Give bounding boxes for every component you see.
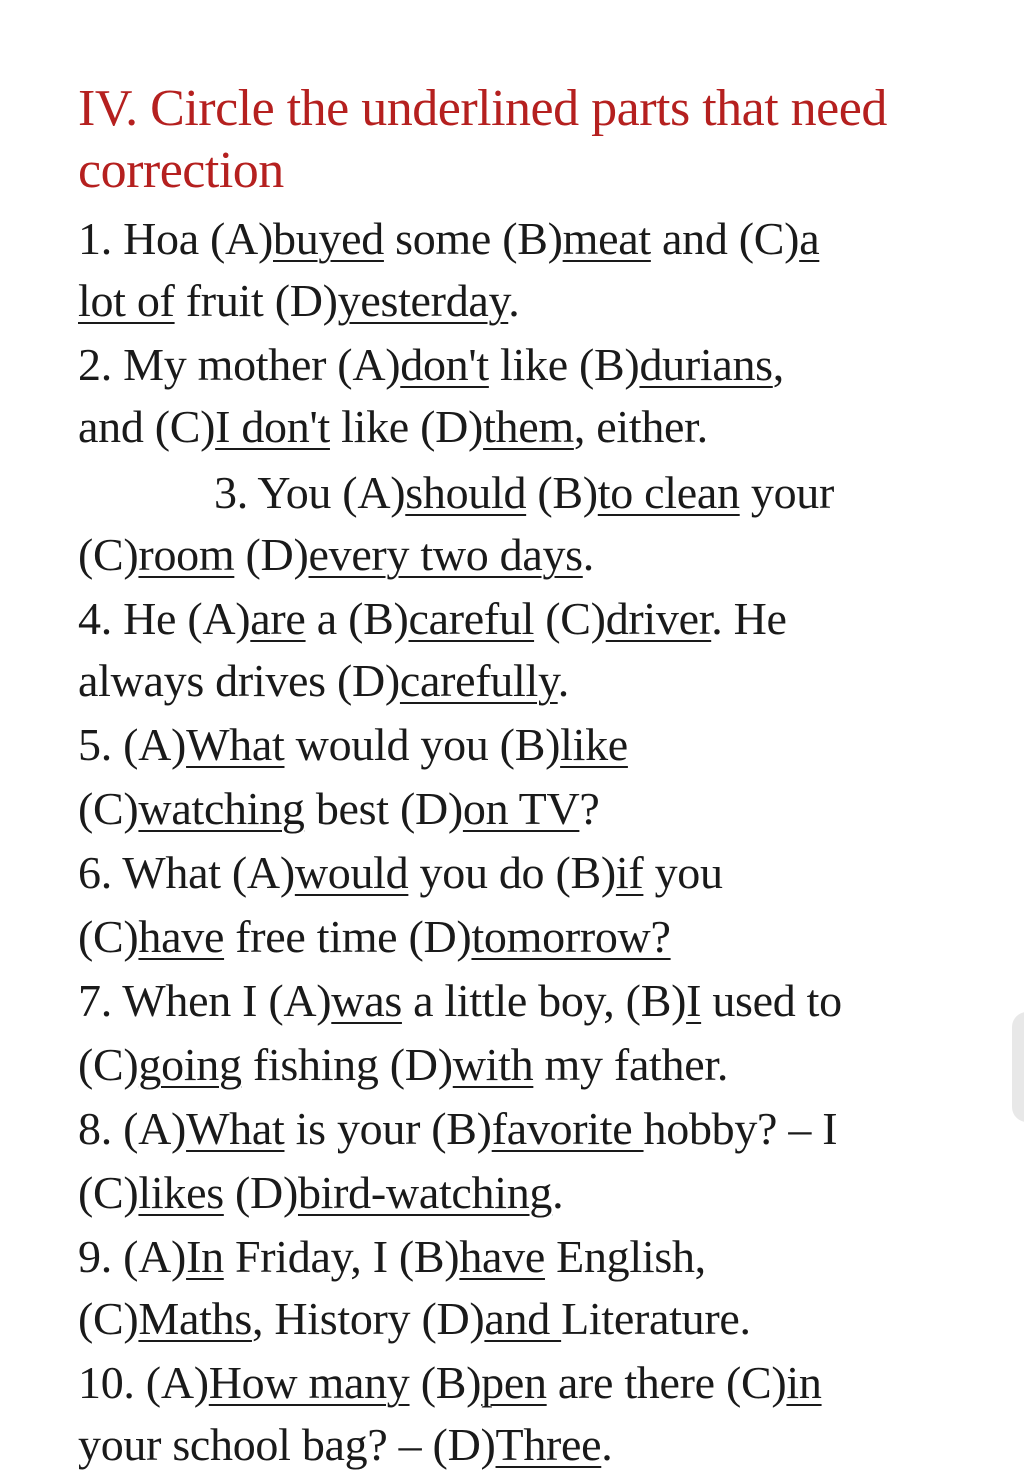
underlined-option: What (186, 1103, 285, 1154)
sentence-text: . (582, 529, 594, 580)
sentence-text: (C) (78, 529, 139, 580)
sentence-text: (C) (78, 1039, 139, 1090)
sentence-text: (C) (534, 593, 606, 644)
sentence-text: (D) (234, 529, 309, 580)
underlined-option: likes (138, 1167, 224, 1218)
sentence-text: would you (B) (284, 719, 561, 770)
sentence-text: , either. (573, 401, 708, 452)
sentence-text: 1. Hoa (A) (78, 213, 273, 264)
sentence-text: 10. (A) (78, 1357, 209, 1408)
text-line (78, 592, 787, 646)
sentence-text: you (643, 847, 723, 898)
text-line (78, 212, 819, 266)
sentence-text: a little boy, (B) (401, 975, 687, 1026)
sentence-text: used to (701, 975, 842, 1026)
underlined-option: them (483, 401, 574, 452)
underlined-option: buyed (273, 213, 384, 264)
underlined-option: on TV (462, 783, 580, 834)
sentence-text: and (C) (78, 401, 216, 452)
underlined-option: I (686, 975, 702, 1026)
underlined-option: lot of (78, 275, 175, 326)
text-line (78, 1166, 563, 1220)
underlined-option: with (452, 1039, 534, 1090)
sentence-text: fishing (D) (241, 1039, 453, 1090)
underlined-option: watching (138, 783, 305, 834)
sentence-text: are there (C) (546, 1357, 787, 1408)
underlined-option: yesterday (337, 275, 509, 326)
underlined-option: should (405, 467, 527, 518)
text-line (78, 1292, 751, 1346)
sentence-text: some (B) (383, 213, 563, 264)
sentence-text: 5. (A) (78, 719, 187, 770)
underlined-option: if (615, 847, 644, 898)
underlined-option: durians (639, 339, 773, 390)
underlined-option: In (186, 1231, 224, 1282)
sentence-text: Literature. (561, 1293, 751, 1344)
sentence-text: 9. (A) (78, 1231, 187, 1282)
underlined-option: was (331, 975, 402, 1026)
underlined-option: don't (400, 339, 489, 390)
sentence-text: (B) (526, 467, 598, 518)
underlined-option: room (138, 529, 235, 580)
sentence-text: like (D) (329, 401, 484, 452)
underlined-option: would (294, 847, 409, 898)
sentence-text: 4. He (A) (78, 593, 251, 644)
sentence-text: 6. What (A) (78, 847, 295, 898)
sentence-text: 3. You (A) (214, 467, 406, 518)
underlined-option: every two days (308, 529, 583, 580)
sentence-text: your (739, 467, 835, 518)
underlined-option: tomorrow? (471, 911, 671, 962)
sentence-text: (C) (78, 1293, 139, 1344)
underlined-option: How many (208, 1357, 410, 1408)
sentence-text: (C) (78, 783, 139, 834)
sentence-text: like (B) (488, 339, 640, 390)
sentence-text: Friday, I (B) (223, 1231, 460, 1282)
underlined-option: careful (408, 593, 535, 644)
text-line (78, 974, 842, 1028)
sentence-text: free time (D) (224, 911, 472, 962)
text-line (78, 910, 671, 964)
sentence-text: . (557, 655, 569, 706)
text-line (78, 1102, 837, 1156)
underlined-option: going (138, 1039, 242, 1090)
sentence-text: , History (D) (251, 1293, 485, 1344)
text-line (78, 338, 784, 392)
text-line (78, 1418, 612, 1472)
sentence-text: best (D) (304, 783, 463, 834)
sentence-text: your school bag? – (D) (78, 1419, 496, 1470)
underlined-option: have (138, 911, 225, 962)
sentence-text: . (601, 1419, 613, 1470)
sentence-text: English, (544, 1231, 706, 1282)
sentence-text: , (772, 339, 784, 390)
text-line (78, 1356, 822, 1410)
sentence-text: 8. (A) (78, 1103, 187, 1154)
sentence-text: (B) (409, 1357, 482, 1408)
sentence-text: is your (B) (284, 1103, 492, 1154)
sentence-text: you do (B) (408, 847, 616, 898)
underlined-option: favorite (491, 1103, 644, 1154)
underlined-option: are (250, 593, 306, 644)
sentence-text: and (C) (650, 213, 800, 264)
exercise-title: IV. Circle the underlined parts that need correction (78, 80, 887, 199)
sentence-text: fruit (D) (174, 275, 338, 326)
underlined-option: in (786, 1357, 822, 1408)
text-line (78, 846, 723, 900)
underlined-option: meat (562, 213, 651, 264)
text-line (78, 718, 628, 772)
underlined-option: driver (605, 593, 712, 644)
text-line (78, 782, 600, 836)
underlined-option: carefully (399, 655, 558, 706)
underlined-option: Three (495, 1419, 602, 1470)
underlined-option: and (484, 1293, 562, 1344)
underlined-option: like (560, 719, 628, 770)
sentence-text: always drives (D) (78, 655, 400, 706)
sentence-text: (C) (78, 911, 139, 962)
underlined-option: have (459, 1231, 545, 1282)
underlined-option: a (799, 213, 820, 264)
sentence-text: 2. My mother (A) (78, 339, 401, 390)
text-line (214, 466, 834, 520)
sentence-text: . He (711, 593, 787, 644)
underlined-option: pen (481, 1357, 547, 1408)
sentence-text: my father. (533, 1039, 729, 1090)
sentence-text: . (552, 1167, 564, 1218)
sentence-text: ? (579, 783, 600, 834)
underlined-option: What (186, 719, 285, 770)
text-line (78, 654, 569, 708)
sentence-text: a (B) (305, 593, 409, 644)
text-line (78, 274, 519, 328)
scroll-edge-indicator (1012, 1012, 1024, 1122)
sentence-text: (D) (223, 1167, 298, 1218)
sentence-text: . (508, 275, 520, 326)
sentence-text: (C) (78, 1167, 139, 1218)
text-line (78, 400, 708, 454)
text-line (78, 528, 594, 582)
underlined-option: to clean (597, 467, 740, 518)
underlined-option: bird-watching (297, 1167, 553, 1218)
underlined-option: I don't (215, 401, 330, 452)
sentence-text: hobby? – I (643, 1103, 838, 1154)
sentence-text: 7. When I (A) (78, 975, 332, 1026)
text-line (78, 1038, 728, 1092)
text-line (78, 1230, 706, 1284)
underlined-option: Maths (138, 1293, 252, 1344)
